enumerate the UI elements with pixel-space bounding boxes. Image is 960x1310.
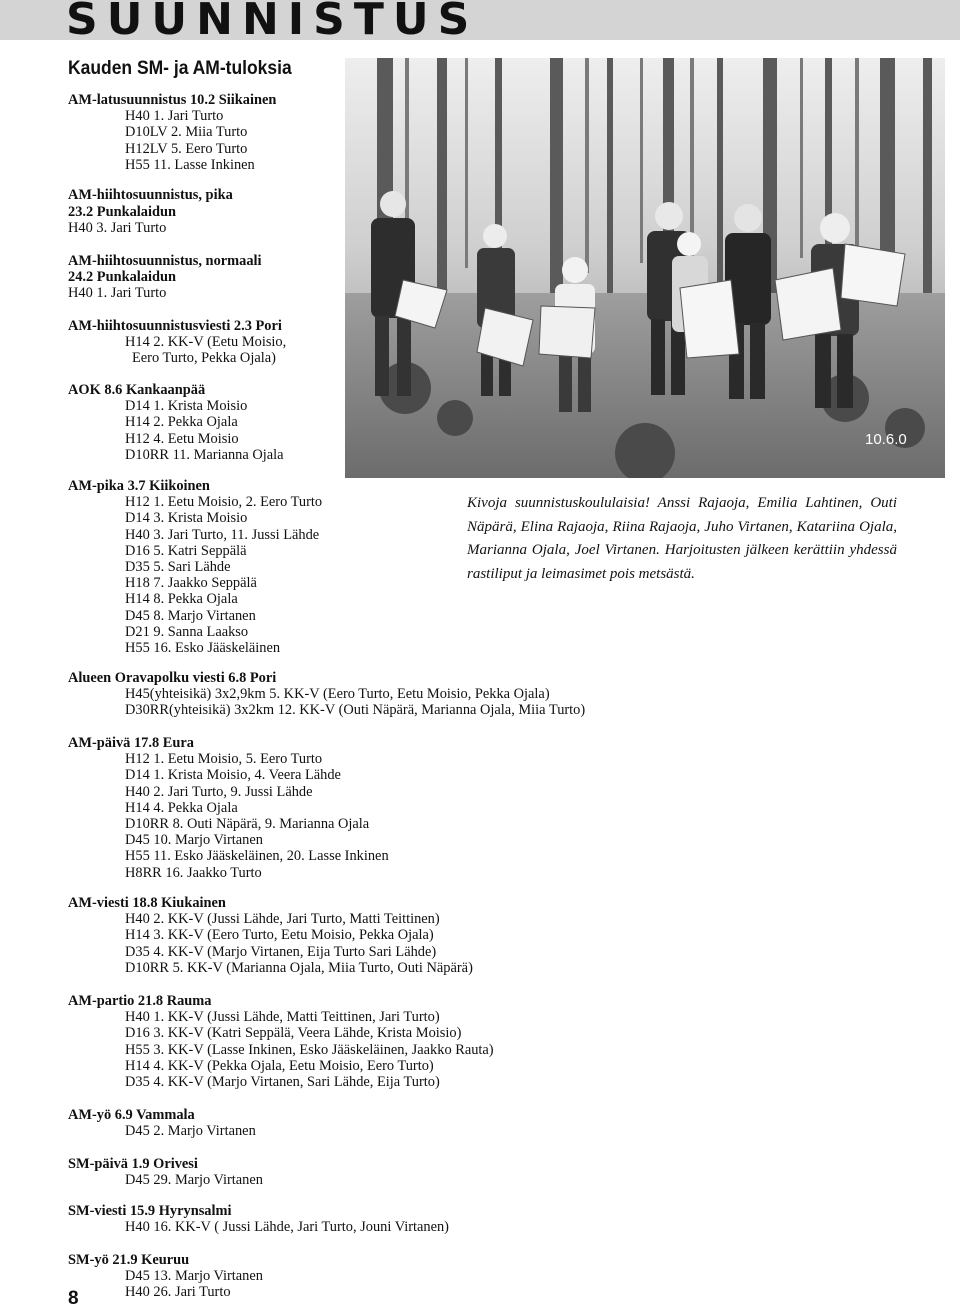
result-line: H14 4. KK-V (Pekka Ojala, Eetu Moisio, Eero Turto) xyxy=(125,1057,434,1074)
result-line: D14 1. Krista Moisio, 4. Veera Lähde xyxy=(125,767,341,784)
result-line: H40 1. KK-V (Jussi Lähde, Matti Teittinen, Jari Turto) xyxy=(125,1009,440,1026)
result-block xyxy=(68,1203,449,1235)
result-block xyxy=(68,318,286,367)
result-line: D16 5. Katri Seppälä xyxy=(125,542,247,559)
result-line: H40 26. Jari Turto xyxy=(125,1284,231,1301)
result-heading: SM-päivä 1.9 Orivesi xyxy=(68,1156,198,1172)
result-line: D45 13. Marjo Virtanen xyxy=(125,1268,263,1285)
result-line: D45 10. Marjo Virtanen xyxy=(125,832,263,849)
result-line: H14 8. Pekka Ojala xyxy=(125,591,238,608)
result-heading: 24.2 Punkalaidun xyxy=(68,269,176,285)
result-line: H40 3. Jari Turto, 11. Jussi Lähde xyxy=(125,526,320,543)
result-block xyxy=(68,220,166,236)
page-number: 8 xyxy=(68,1288,79,1309)
result-block xyxy=(68,478,322,656)
result-line: Eero Turto, Pekka Ojala) xyxy=(132,350,276,367)
result-block xyxy=(68,285,166,301)
result-block xyxy=(68,204,176,220)
result-line: D21 9. Sanna Laakso xyxy=(125,623,249,640)
result-line: H40 2. Jari Turto, 9. Jussi Lähde xyxy=(125,783,313,800)
result-block xyxy=(68,735,389,881)
section-title: Kauden SM- ja AM-tuloksia xyxy=(68,58,292,79)
result-line: H12 1. Eetu Moisio, 5. Eero Turto xyxy=(125,751,323,768)
result-block xyxy=(68,1252,263,1301)
result-line: D10RR 5. KK-V (Marianna Ojala, Miia Turto, Outi Näpärä) xyxy=(125,959,473,976)
photo-date-stamp: 10.6.0 xyxy=(865,431,907,448)
result-line: D30RR(yhteisikä) 3x2km 12. KK-V (Outi Näpärä, Marianna Ojala, Miia Turto) xyxy=(125,702,586,719)
result-line: H40 2. KK-V (Jussi Lähde, Jari Turto, Matti Teittinen) xyxy=(125,911,440,928)
result-line: H55 11. Lasse Inkinen xyxy=(125,156,255,173)
result-heading: AM-partio 21.8 Rauma xyxy=(68,993,212,1009)
result-block xyxy=(68,92,276,173)
result-heading: AM-yö 6.9 Vammala xyxy=(68,1107,195,1123)
result-block xyxy=(68,670,585,719)
result-line: D35 5. Sari Lähde xyxy=(125,558,231,575)
result-block xyxy=(68,253,262,269)
photo-caption: Kivoja suunnistuskoululaisia! Anssi Rajaoja, Emilia Lahtinen, Outi Näpärä, Elina Rajaoja, Riina Rajaoja, Juho Virtanen, Katariina Ojala, Marianna Ojala, Joel Virtanen. Harjoitusten jälkeen kerättiin yhdessä rastiliput ja leimasimet pois metsästä. xyxy=(467,495,897,582)
result-heading: 23.2 Punkalaidun xyxy=(68,204,176,220)
result-line: D14 1. Krista Moisio xyxy=(125,398,248,415)
header-banner xyxy=(0,0,960,45)
photo-illustration xyxy=(345,58,945,478)
result-line: H18 7. Jaakko Seppälä xyxy=(125,575,257,592)
result-line: H55 16. Esko Jääskeläinen xyxy=(125,639,281,656)
forest-group-photo xyxy=(345,58,945,478)
result-heading: H40 1. Jari Turto xyxy=(68,285,167,301)
result-line: H45(yhteisikä) 3x2,9km 5. KK-V (Eero Turto, Eetu Moisio, Pekka Ojala) xyxy=(125,686,550,703)
result-block xyxy=(68,187,233,203)
result-line: H14 2. Pekka Ojala xyxy=(125,414,238,431)
result-heading: AM-hiihtosuunnistus, normaali xyxy=(68,253,262,269)
result-line: H12 4. Eetu Moisio xyxy=(125,430,239,447)
result-heading: AM-viesti 18.8 Kiukainen xyxy=(68,895,226,911)
result-heading: AM-hiihtosuunnistus, pika xyxy=(68,187,233,203)
result-line: H40 16. KK-V ( Jussi Lähde, Jari Turto, Jouni Virtanen) xyxy=(125,1219,449,1236)
result-line: D45 29. Marjo Virtanen xyxy=(125,1172,263,1189)
result-line: D10RR 8. Outi Näpärä, 9. Marianna Ojala xyxy=(125,815,370,832)
result-line: H8RR 16. Jaakko Turto xyxy=(125,864,262,881)
result-heading: AOK 8.6 Kankaanpää xyxy=(68,382,206,398)
result-line: H40 1. Jari Turto xyxy=(125,108,224,125)
result-heading: AM-hiihtosuunnistusviesti 2.3 Pori xyxy=(68,318,282,334)
result-line: D16 3. KK-V (Katri Seppälä, Veera Lähde, Krista Moisio) xyxy=(125,1025,462,1042)
result-heading: AM-päivä 17.8 Eura xyxy=(68,735,194,751)
result-heading: SM-viesti 15.9 Hyrynsalmi xyxy=(68,1203,232,1219)
result-line: D45 8. Marjo Virtanen xyxy=(125,607,256,624)
result-line: H14 2. KK-V (Eetu Moisio, xyxy=(125,334,287,351)
result-block xyxy=(68,382,284,463)
result-line: H14 3. KK-V (Eero Turto, Eetu Moisio, Pekka Ojala) xyxy=(125,927,434,944)
result-line: H12 1. Eetu Moisio, 2. Eero Turto xyxy=(125,494,323,511)
result-line: D10LV 2. Miia Turto xyxy=(125,124,248,141)
result-line: D14 3. Krista Moisio xyxy=(125,510,248,527)
result-heading: AM-pika 3.7 Kiikoinen xyxy=(68,478,210,494)
page-header-title: SUUNNISTUS xyxy=(66,0,479,45)
result-block xyxy=(68,1156,263,1188)
result-block xyxy=(68,993,494,1090)
result-line: H55 3. KK-V (Lasse Inkinen, Esko Jääskeläinen, Jaakko Rauta) xyxy=(125,1041,494,1058)
result-heading: AM-latusuunnistus 10.2 Siikainen xyxy=(68,92,277,108)
result-heading: Alueen Oravapolku viesti 6.8 Pori xyxy=(68,670,277,686)
result-heading: SM-yö 21.9 Keuruu xyxy=(68,1252,190,1268)
result-block xyxy=(68,895,473,976)
result-line: D35 4. KK-V (Marjo Virtanen, Eija Turto Sari Lähde) xyxy=(125,943,437,960)
result-line: D45 2. Marjo Virtanen xyxy=(125,1123,256,1140)
result-block xyxy=(68,269,176,285)
result-line: D10RR 11. Marianna Ojala xyxy=(125,446,284,463)
result-block xyxy=(68,1107,256,1139)
result-heading: H40 3. Jari Turto xyxy=(68,220,167,236)
result-line: H12LV 5. Eero Turto xyxy=(125,140,248,157)
result-line: H14 4. Pekka Ojala xyxy=(125,799,238,816)
result-line: D35 4. KK-V (Marjo Virtanen, Sari Lähde, Eija Turto) xyxy=(125,1073,440,1090)
result-line: H55 11. Esko Jääskeläinen, 20. Lasse Inkinen xyxy=(125,848,389,865)
